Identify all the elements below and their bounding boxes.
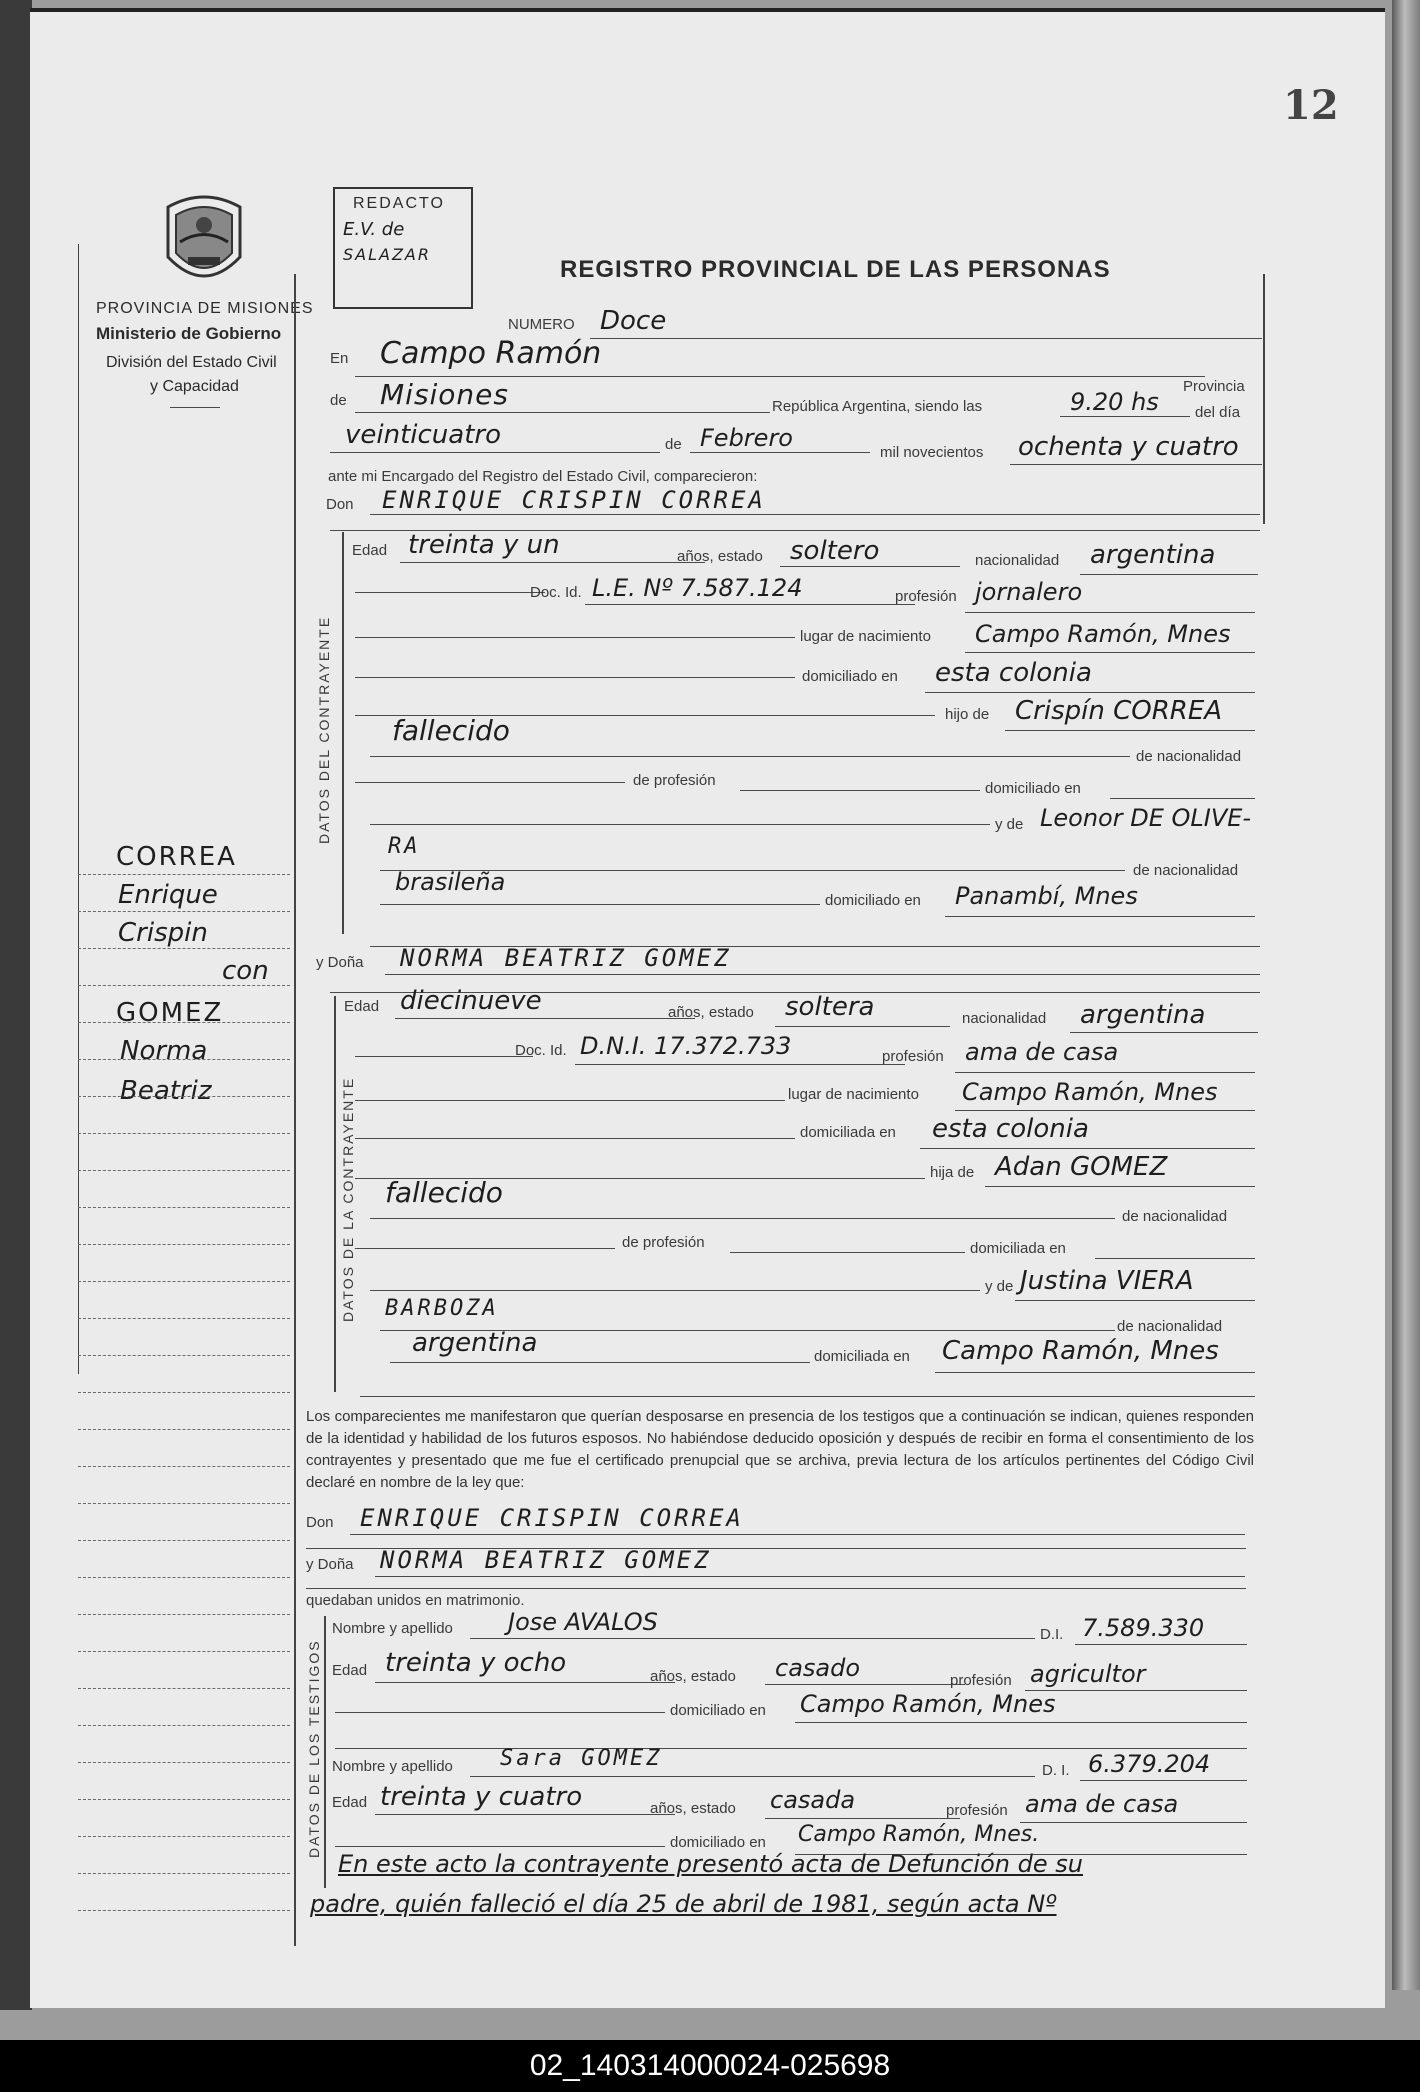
margin-rule [78,1540,290,1541]
a-yde-label: y de [985,1278,1014,1295]
margin-rule [78,1725,290,1726]
c-estado-line [780,566,960,567]
margin-rule [78,1836,290,1837]
c-hijo-label: hijo de [945,706,990,723]
header-province: PROVINCIA DE MISIONES [96,300,314,317]
c-edad-label: Edad [352,542,388,559]
t2-nombre-label: Nombre y apellido [332,1758,453,1775]
stamp-title: REDACTO [353,195,445,212]
margin-rule [78,1762,290,1763]
t1-domicilio-label: domiciliado en [670,1702,766,1719]
a-nacionalidad-line [1070,1032,1258,1033]
ante-label: ante mi Encargado del Registro del Estado Civil, comparecieron: [328,468,758,485]
margin-rule [78,1651,290,1652]
t2-dom-pre-line [335,1846,665,1847]
t2-nombre-value: Sara GOMEZ [500,1746,663,1771]
a-prof-pre-line [355,1248,615,1249]
c-nacionalidad-value: argentina [1090,540,1216,570]
t1-profesion-label: profesión [950,1672,1012,1689]
don-line [370,514,1260,515]
a-estado-label: años, estado [668,1004,754,1021]
c-prof-label: de profesión [633,772,716,789]
decl-dona-line [375,1576,1245,1577]
a-profesion-line [955,1072,1255,1073]
numero-label: NUMERO [508,316,575,333]
a-madre-value: Justina VIERA [1020,1266,1194,1296]
a-profesion-value: ama de casa [965,1038,1119,1066]
redacto-stamp [333,187,473,309]
c-domicilio-line [925,692,1255,693]
t1-estado-value: casado [775,1654,861,1682]
decl-dona-label: y Doña [306,1556,354,1573]
a-domicilio-label: domiciliada en [800,1124,896,1141]
a-madre-nac-line [390,1362,810,1363]
a-madre-nac-label: de nacionalidad [1117,1318,1223,1335]
margin-rule [78,1429,290,1430]
a-lugar-line [955,1110,1255,1111]
a-yde-pre-line [370,1290,980,1291]
t1-profesion-line [1025,1690,1247,1691]
c-nac-label: de nacionalidad [1136,748,1242,765]
t2-edad-line [375,1814,675,1815]
margin-rule [78,1392,290,1393]
t2-domicilio-label: domiciliado en [670,1834,766,1851]
t1-end-line [335,1748,1247,1749]
c-prof-pre-line [355,782,625,783]
t2-di-value: 6.379.204 [1088,1750,1211,1778]
a-madre-cont: BARBOZA [385,1296,499,1321]
image-caption: 02_140314000024-025698 [529,2049,891,2082]
en-label: En [330,350,349,367]
margin-rule [78,948,290,949]
a-domicilio-pre-line [355,1138,795,1139]
margin-rule [78,1170,290,1171]
don-label: Don [326,496,354,513]
declaracion-text: Los comparecientes me manifestaron que querían desposarse en presencia de los testigos que a continuación se indican, quienes responden de la identidad y habilidad de los futuros esposos. No habiéndose deducido oposición y después de recibir en forma el consentimiento de los contrayentes y presentado que me fue el certificado prenupcial que se archiva, previa lectura de los artículos pertinentes del Código Civil declaré en nombre de la ley que: [306,1408,1254,1491]
don-value: ENRIQUE CRISPIN CORREA [382,486,766,514]
dia-line [330,452,660,453]
anio-value: ochenta y cuatro [1018,432,1239,462]
a-doc-value: D.N.I. 17.372.733 [580,1032,792,1060]
nota-linea-2: padre, quién falleció el día 25 de abril de 1981, según acta Nº [310,1890,1057,1918]
t2-profesion-label: profesión [946,1802,1008,1819]
en-line [355,376,1205,377]
book-spine-left [0,0,32,2010]
c-edad-value: treinta y un [408,530,560,560]
decl-dona-line-2 [306,1588,1246,1589]
margin-rule [78,1688,290,1689]
t1-edad-line [375,1682,675,1683]
margin-rule [78,1577,290,1578]
c-estado-value: soltero [790,536,880,566]
quedaban-text: quedaban unidos en matrimonio. [306,1592,525,1609]
t1-domicilio-line [795,1722,1247,1723]
a-padre-estado: fallecido [385,1176,503,1209]
a-estado-value: soltera [785,992,875,1022]
c-dom-line [1110,798,1255,799]
a-edad-label: Edad [344,998,380,1015]
margin-rule [78,1244,290,1245]
c-madre-nac-line [380,904,820,905]
book-edge-right [1392,0,1420,1990]
c-madre-nac-label: de nacionalidad [1133,862,1239,879]
margin-line-5: GOMEZ [116,998,224,1028]
margin-rule [78,1614,290,1615]
testigos-bracket [324,1616,326,1888]
anio-line [1010,464,1262,465]
margin-line-6: Norma [120,1036,208,1066]
a-edad-line [395,1018,695,1019]
t2-nombre-line [470,1776,1035,1777]
contrayenta-bracket [334,996,336,1392]
hora-value: 9.20 hs [1070,388,1159,416]
margin-rule [78,1096,290,1097]
c-yde-pre-line [370,824,990,825]
margin-line-3: Crispin [118,918,208,948]
margin-rule [78,1873,290,1874]
a-madre-dom-line [935,1372,1255,1373]
register-page [30,8,1385,2008]
a-dom-label: domiciliada en [970,1240,1066,1257]
numero-value: Doce [600,306,667,336]
t1-profesion-value: agricultor [1030,1660,1146,1688]
nota-linea-1: En este acto la contrayente presentó acta de Defunción de su [338,1850,1083,1878]
page-title: REGISTRO PROVINCIAL DE LAS PERSONAS [560,256,1111,283]
c-madre-dom-label: domiciliado en [825,892,921,909]
a-padre-value: Adan GOMEZ [995,1152,1168,1182]
stamp-line-2: E.V. de [343,219,405,240]
a-lugar-pre-line [355,1100,785,1101]
a-nac-label: de nacionalidad [1122,1208,1228,1225]
c-profesion-label: profesión [895,588,957,605]
t1-di-value: 7.589.330 [1082,1614,1205,1642]
margin-rule [78,1318,290,1319]
a-prof-label: de profesión [622,1234,705,1251]
t2-domicilio-value: Campo Ramón, Mnes. [798,1822,1040,1847]
mes-line [690,452,870,453]
header-ministry: Ministerio de Gobierno [96,324,282,343]
c-profesion-line [965,612,1255,613]
margin-divider [294,274,296,1946]
a-madre-dom: Campo Ramón, Mnes [942,1336,1219,1366]
c-domicilio-pre-line [355,677,795,678]
c-lugar-pre-line [355,637,795,638]
header-capacity: y Capacidad [150,378,239,395]
t1-nombre-label: Nombre y apellido [332,1620,453,1637]
t2-estado-value: casada [770,1786,856,1814]
c-doc-label: Doc. Id. [530,584,582,601]
c-madre-nac: brasileña [395,868,506,896]
a-madre-dom-label: domiciliada en [814,1348,910,1365]
margin-rule [78,1022,290,1023]
t1-edad-value: treinta y ocho [385,1648,567,1678]
c-lugar-label: lugar de nacimiento [800,628,931,645]
margin-rule [78,1281,290,1282]
a-madre-line [1015,1300,1255,1301]
margin-line-7: Beatriz [120,1076,212,1106]
republica-label: República Argentina, siendo las [772,398,983,415]
c-domicilio-value: esta colonia [935,658,1092,688]
margin-rule [78,1355,290,1356]
t2-edad-value: treinta y cuatro [380,1782,583,1812]
t2-estado-label: años, estado [650,1800,736,1817]
c-madre-dom: Panambí, Mnes [955,882,1138,910]
header-division: División del Estado Civil [106,354,277,371]
a-lugar-value: Campo Ramón, Mnes [962,1078,1218,1106]
a-lugar-label: lugar de nacimiento [788,1086,919,1103]
c-doc-pre-line [355,592,545,593]
t1-di-label: D.I. [1040,1626,1064,1643]
margin-rule [78,1207,290,1208]
decl-don-label: Don [306,1514,334,1531]
dona-label: y Doña [316,954,364,971]
provincia-label: Provincia [1183,378,1245,395]
t2-profesion-line [1020,1822,1247,1823]
a-madre-nac: argentina [412,1328,538,1358]
hora-line [1060,416,1190,417]
a-end-line [360,1396,1255,1397]
header-rule [170,407,220,408]
testigos-side-label: DATOS DE LOS TESTIGOS [306,1639,322,1858]
c-profesion-value: jornalero [975,578,1083,606]
a-nacionalidad-label: nacionalidad [962,1010,1047,1027]
numero-line [590,338,1262,339]
margin-rule [78,1466,290,1467]
a-hija-label: hija de [930,1164,975,1181]
a-doc-line [575,1064,905,1065]
t2-di-label: D. I. [1042,1762,1070,1779]
margin-rule [78,911,290,912]
contrayente-bracket [342,532,344,934]
de-value: Misiones [380,378,509,411]
mes-label: de [665,436,682,453]
dona-line [385,974,1260,975]
c-madre-value: Leonor DE OLIVE- [1040,804,1252,832]
margin-rule [78,874,290,875]
right-frame [1263,274,1265,524]
c-domicilio-label: domiciliado en [802,668,898,685]
c-padre-value: Crispín CORREA [1015,696,1223,726]
decl-don-value: ENRIQUE CRISPIN CORREA [360,1504,744,1532]
a-nacionalidad-value: argentina [1080,1000,1206,1030]
t2-profesion-value: ama de casa [1025,1790,1179,1818]
a-domicilio-line [920,1148,1255,1149]
t1-estado-label: años, estado [650,1668,736,1685]
a-profesion-label: profesión [882,1048,944,1065]
t1-di-line [1075,1644,1247,1645]
mil-label: mil novecientos [880,444,984,461]
t2-edad-label: Edad [332,1794,368,1811]
margin-rule [78,1133,290,1134]
mes-value: Febrero [700,424,793,452]
a-doc-pre-line [355,1056,533,1057]
margin-line-2: Enrique [118,880,218,910]
t2-estado-line [765,1818,960,1819]
t1-edad-label: Edad [332,1662,368,1679]
contrayenta-side-label: DATOS DE LA CONTRAYENTE [340,1076,356,1322]
c-padre-line [1005,730,1255,731]
a-dom-line [1095,1258,1255,1259]
province-seal-icon [158,187,250,297]
page-number: 12 [1283,82,1339,129]
decl-don-line [350,1534,1245,1535]
decl-dona-value: NORMA BEATRIZ GOMEZ [380,1546,712,1574]
c-madre-cont: RA [388,834,421,859]
c-estado-label: años, estado [677,548,763,565]
t1-estado-line [765,1684,965,1685]
t1-domicilio-value: Campo Ramón, Mnes [800,1690,1056,1718]
t1-nombre-line [470,1638,1035,1639]
margin-rule [78,1799,290,1800]
c-padre-estado-line [370,756,1130,757]
c-lugar-line [965,652,1255,653]
left-frame-outer [78,244,79,1374]
t1-dom-pre-line [335,1712,665,1713]
c-edad-line [400,562,705,563]
margin-rule [78,985,290,986]
margin-rule [78,1503,290,1504]
a-prof-line [730,1252,965,1253]
c-doc-value: L.E. Nº 7.587.124 [592,574,803,602]
c-lugar-value: Campo Ramón, Mnes [975,620,1231,648]
en-value: Campo Ramón [380,336,602,371]
margin-rule [78,1059,290,1060]
a-doc-label: Doc. Id. [515,1042,567,1059]
a-estado-line [775,1026,950,1027]
stamp-line-3: SALAZAR [343,245,431,264]
c-nacionalidad-label: nacionalidad [975,552,1060,569]
de-line [355,412,770,413]
del-dia-label: del día [1195,404,1241,421]
de-label: de [330,392,347,409]
c-yde-label: y de [995,816,1024,833]
c-madre-dom-line [945,916,1255,917]
dia-value: veinticuatro [345,420,501,450]
a-padre-estado-line [370,1218,1115,1219]
margin-line-4: con [222,956,269,986]
c-nacionalidad-line [1080,574,1258,575]
contrayente-side-label: DATOS DEL CONTRAYENTE [316,615,332,844]
t2-di-line [1080,1780,1247,1781]
margin-line-1: CORREA [116,842,237,872]
a-edad-value: diecinueve [400,986,542,1016]
a-domicilio-value: esta colonia [932,1114,1089,1144]
dona-value: NORMA BEATRIZ GOMEZ [400,944,732,972]
c-dom-label: domiciliado en [985,780,1081,797]
margin-rule [78,1910,290,1911]
c-prof-line [740,790,980,791]
c-padre-estado: fallecido [392,714,510,747]
c-doc-line [585,604,915,605]
t1-nombre-value: Jose AVALOS [508,1608,658,1636]
a-padre-line [985,1186,1255,1187]
